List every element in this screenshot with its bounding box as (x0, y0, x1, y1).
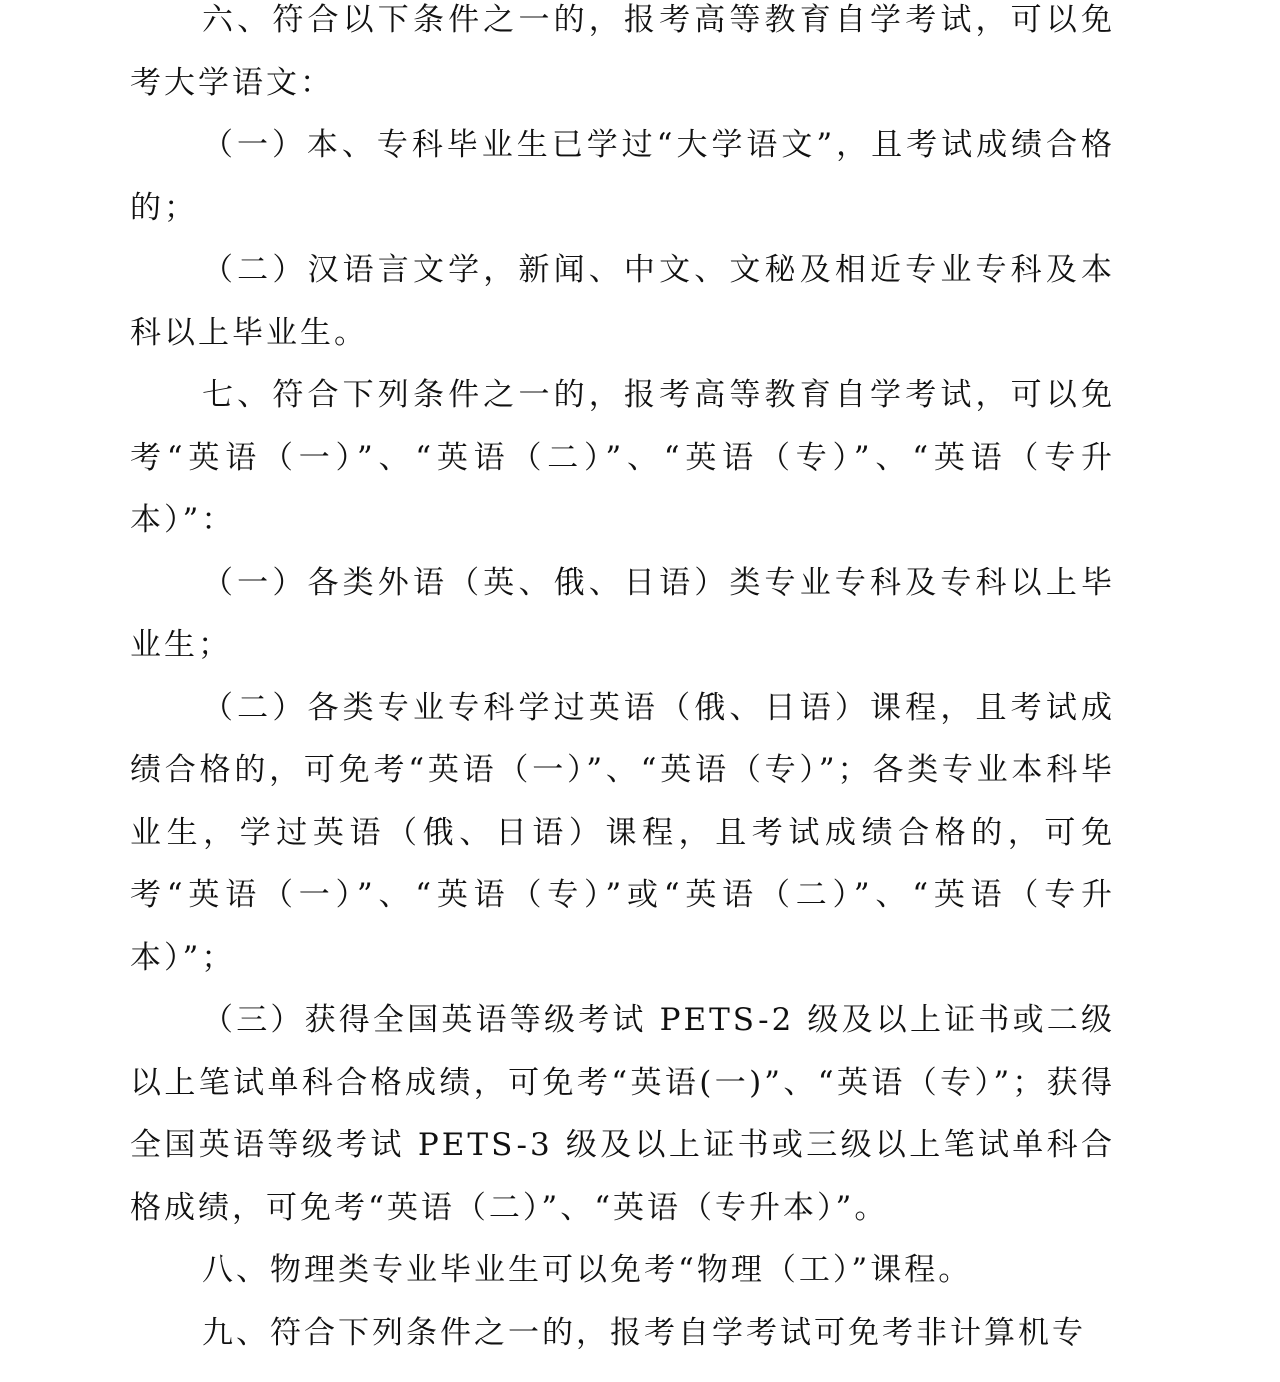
paragraph-seven: 七、符合下列条件之一的，报考高等教育自学考试，可以免考“英语（一）”、“英语（二）”、“英语（专）”、“英语（专升本）”： (130, 377, 1115, 538)
paragraph-six-item-two: （二）汉语言文学，新闻、中文、文秘及相近专业专科及本科以上毕业生。 (130, 252, 1115, 351)
paragraph-six-item-one: （一）本、专科毕业生已学过“大学语文”，且考试成绩合格的； (130, 127, 1115, 226)
paragraph-six: 六、符合以下条件之一的，报考高等教育自学考试，可以免考大学语文： (130, 2, 1115, 101)
paragraph-nine: 九、符合下列条件之一的，报考自学考试可免考非计算机专 (202, 1314, 1086, 1351)
paragraph-seven-item-two: （二）各类专业专科学过英语（俄、日语）课程，且考试成绩合格的，可免考“英语（一）”、“英语（专）”；各类专业本科毕业生，学过英语（俄、日语）课程，且考试成绩合格的，可免考“英语（一）”、“英语（专）”或“英语（二）”、“英语（专升本）”； (130, 689, 1115, 976)
paragraph-seven-item-three: （三）获得全国英语等级考试 PETS-2 级及以上证书或二级以上笔试单科合格成绩，可免考“英语(一)”、“英语（专）”；获得全国英语等级考试 PETS-3 级及以上证书或三级以上笔试单科合格成绩，可免考“英语（二）”、“英语（专升本）”。 (130, 1002, 1115, 1226)
document-page (130, 0, 1115, 1364)
paragraph-eight: 八、物理类专业毕业生可以免考“物理（工）”课程。 (202, 1252, 973, 1288)
paragraph-seven-item-one: （一）各类外语（英、俄、日语）类专业专科及专科以上毕业生； (130, 564, 1115, 663)
